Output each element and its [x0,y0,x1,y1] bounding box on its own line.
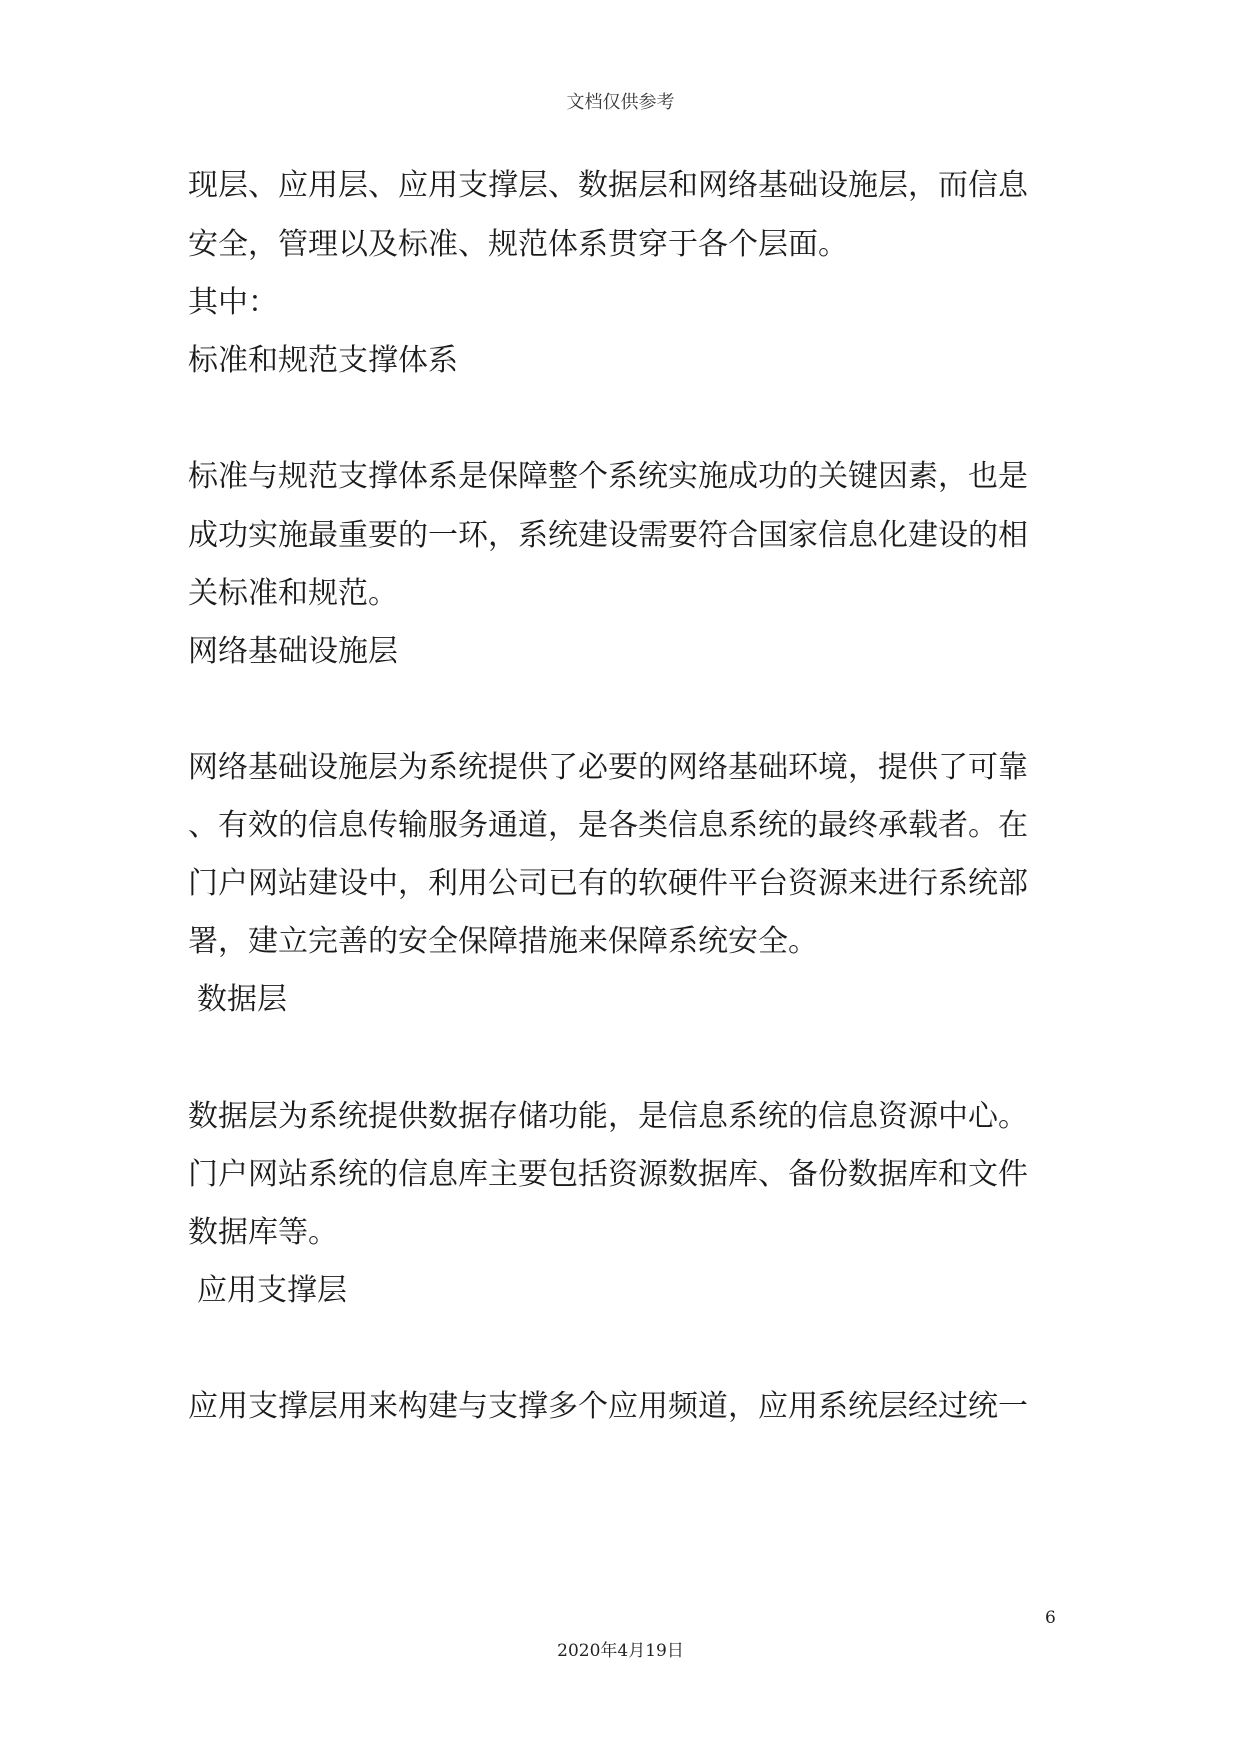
text-line: 署，建立完善的安全保障措施来保障系统安全。 [188,924,818,959]
section-heading: 应用支撑层 [197,1273,347,1308]
section-heading: 数据层 [197,982,287,1017]
text-line: 数据库等。 [188,1215,338,1250]
page-header: 文档仅供参考 [566,92,675,113]
text-line: 成功实施最重要的一环，系统建设需要符合国家信息化建设的相 [188,518,1028,553]
text-line: 关标准和规范。 [188,576,398,611]
text-line: 门户网站系统的信息库主要包括资源数据库、备份数据库和文件 [188,1157,1028,1192]
text-line: 数据层为系统提供数据存储功能，是信息系统的信息资源中心。 [188,1099,1028,1134]
text-line: 、有效的信息传输服务通道，是各类信息系统的最终承载者。在 [188,808,1028,843]
section-heading: 网络基础设施层 [188,634,398,669]
text-line: 安全，管理以及标准、规范体系贯穿于各个层面。 [188,227,848,262]
text-line: 其中： [188,285,278,320]
text-line: 标准与规范支撑体系是保障整个系统实施成功的关键因素，也是 [188,459,1028,494]
section-heading: 标准和规范支撑体系 [188,343,458,378]
text-line: 门户网站建设中，利用公司已有的软硬件平台资源来进行系统部 [188,866,1028,901]
page-footer-date: 2020年4月19日 [557,1641,684,1661]
page-number: 6 [1045,1608,1056,1628]
text-line: 现层、应用层、应用支撑层、数据层和网络基础设施层，而信息 [188,168,1028,203]
text-line: 应用支撑层用来构建与支撑多个应用频道，应用系统层经过统一 [188,1389,1028,1424]
text-line: 网络基础设施层为系统提供了必要的网络基础环境，提供了可靠 [188,750,1028,785]
